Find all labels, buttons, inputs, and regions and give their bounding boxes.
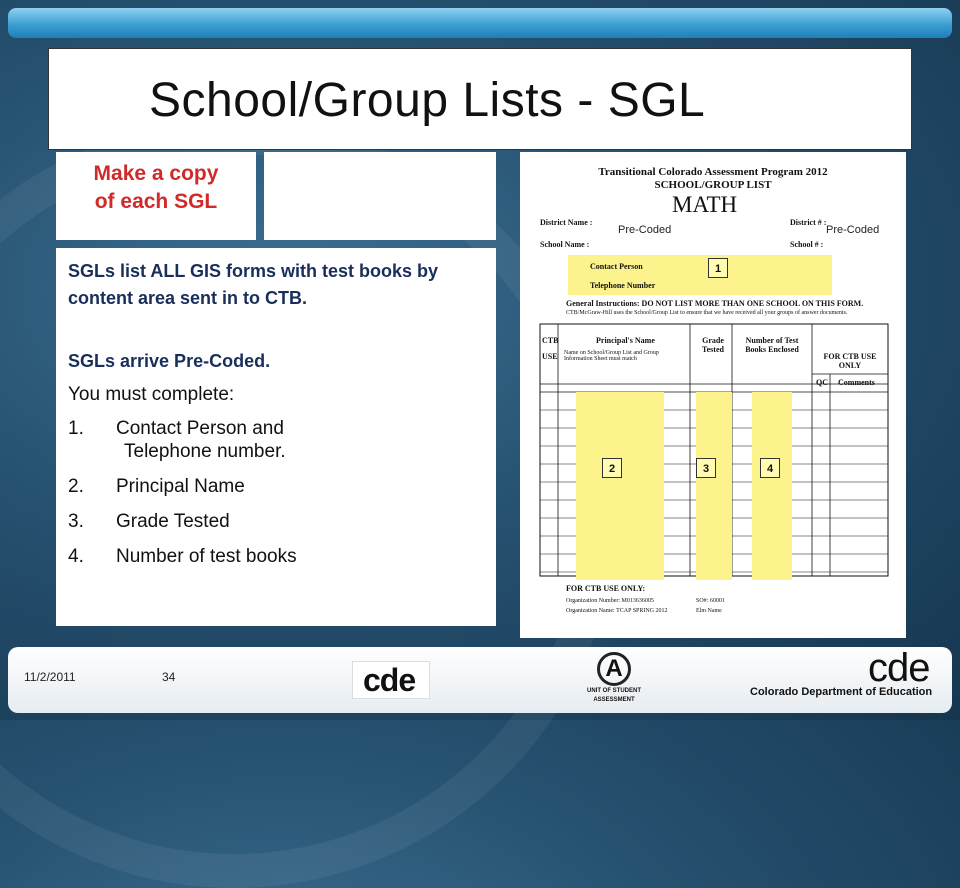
- copy-note-line1: Make a copy: [93, 162, 219, 185]
- col-ctb: CTB: [542, 336, 559, 345]
- body-text-box: [56, 248, 496, 626]
- list-text: Contact Person and Telephone number.: [116, 418, 286, 462]
- slide-number: 34: [162, 670, 176, 684]
- list-number: 3.: [68, 511, 84, 532]
- cde-logo-large-text: cde: [868, 646, 930, 690]
- intro-text: You must complete:: [68, 384, 235, 405]
- form-heading-1: Transitional Colorado Assessment Program 2012: [598, 166, 828, 178]
- title-box: [48, 48, 912, 150]
- form-subject: MATH: [672, 192, 738, 217]
- assessment-a-icon: A: [597, 652, 631, 686]
- col-ctb-only: FOR CTB USE ONLY: [823, 352, 877, 370]
- col-comments: Comments: [838, 378, 875, 387]
- col-principal-note: Name on School/Group List and Group Information Sheet must match: [564, 350, 659, 362]
- blank-box: [264, 152, 496, 240]
- list-item: [68, 510, 484, 533]
- slide-title: School/Group Lists - SGL: [149, 74, 706, 127]
- cde-logo-large: [748, 646, 944, 702]
- list-text: Grade Tested: [116, 511, 230, 532]
- ctb-use-footer: FOR CTB USE ONLY:: [566, 584, 646, 593]
- col-books: Number of Test Books Enclosed: [745, 336, 799, 354]
- contact-person-label: Contact Person: [590, 262, 643, 271]
- list-number: 2.: [68, 476, 84, 497]
- list-number: 1.: [68, 418, 84, 439]
- books-highlight: [752, 392, 792, 580]
- school-name-label: School Name :: [540, 240, 590, 249]
- org-name: Organization Name: TCAP SPRING 2012: [566, 608, 668, 614]
- precoded-left-label: Pre-Coded: [618, 224, 672, 236]
- assessment-logo-line1: UNIT OF STUDENT: [587, 688, 641, 694]
- school-number-label: School # :: [790, 240, 824, 249]
- footer-date: 11/2/2011: [24, 670, 76, 684]
- cde-logo-small-text: cde: [363, 662, 416, 698]
- principal-highlight: [576, 392, 664, 580]
- telephone-label: Telephone Number: [590, 281, 656, 290]
- district-number-label: District # :: [790, 218, 827, 227]
- list-text: Number of test books: [116, 546, 297, 567]
- copy-note-box: [56, 152, 256, 240]
- callout-1: 1: [708, 258, 728, 278]
- callout-2: 2: [602, 458, 622, 478]
- paragraph-1: SGLs list ALL GIS forms with test books by content area sent in to CTB.: [68, 261, 439, 308]
- so-number: SO#: 60001: [696, 598, 725, 604]
- list-number: 4.: [68, 546, 84, 567]
- student-assessment-logo: [584, 652, 644, 712]
- general-instructions-2: CTB/McGraw-Hill uses the School/Group List to ensure that we have received all your groups of answer documents.: [566, 310, 848, 316]
- sgl-form-image: [520, 152, 906, 638]
- district-name-label: District Name :: [540, 218, 593, 227]
- org-number: Organization Number: M013636005: [566, 598, 654, 604]
- copy-note-line2: of each SGL: [94, 190, 218, 213]
- col-grade: Grade Tested: [702, 336, 724, 354]
- callout-4: 4: [760, 458, 780, 478]
- grade-highlight: [696, 392, 732, 580]
- callout-3: 3: [696, 458, 716, 478]
- elm-name: Elm Name: [696, 608, 722, 614]
- paragraph-2: SGLs arrive Pre-Coded.: [68, 351, 271, 371]
- assessment-logo-line2: ASSESSMENT: [593, 697, 635, 703]
- precoded-right-label: Pre-Coded: [826, 224, 880, 236]
- cde-full-name: Colorado Department of Education: [750, 686, 933, 698]
- col-qc: QC: [816, 378, 828, 387]
- list-item: [68, 417, 484, 463]
- top-banner: [8, 8, 952, 38]
- cde-logo-small: [352, 661, 430, 699]
- col-principal: Principal's Name: [596, 336, 655, 345]
- form-heading-2: SCHOOL/GROUP LIST: [654, 179, 772, 191]
- general-instructions: General Instructions: DO NOT LIST MORE THAN ONE SCHOOL ON THIS FORM.: [566, 299, 864, 308]
- col-use: USE: [542, 352, 558, 361]
- list-item: [68, 545, 484, 568]
- list-item: [68, 475, 484, 498]
- list-text: Principal Name: [116, 476, 245, 497]
